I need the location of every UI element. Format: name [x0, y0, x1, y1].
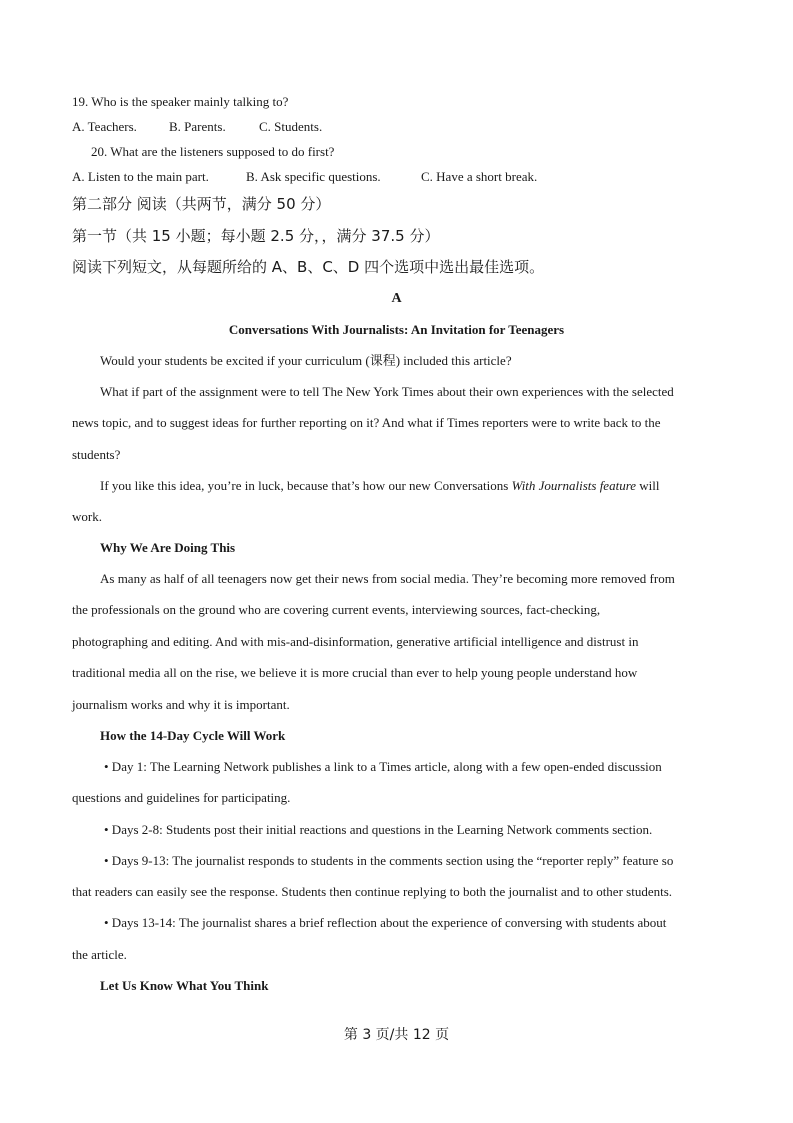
bullet-days-13-14: • Days 13-14: The journalist shares a brief reflection about the experience of conversing with students about	[104, 915, 667, 930]
question-20-stem: 20. What are the listeners supposed to do first?	[91, 144, 335, 159]
paragraph-line: work.	[72, 509, 102, 524]
passage-title: Conversations With Journalists: An Invitation for Teenagers	[228, 322, 565, 337]
option-c: C. Have a short break.	[421, 169, 538, 184]
option-a: A. Listen to the main part.	[72, 169, 209, 184]
paragraph-line: photographing and editing. And with mis-and-disinformation, generative artificial intelligence and distrust in	[72, 634, 639, 649]
bullet-day-1: • Day 1: The Learning Network publishes a link to a Times article, along with a few open-ended discussion	[104, 759, 662, 774]
option-b: B. Ask specific questions.	[246, 169, 381, 184]
paragraph-line: news topic, and to suggest ideas for further reporting on it? And what if Times reporters were to write back to the	[72, 415, 661, 430]
paragraph-line: journalism works and why it is important.	[72, 697, 290, 712]
question-19-stem: 19. Who is the speaker mainly talking to?	[72, 94, 289, 109]
paragraph-line: the professionals on the ground who are covering current events, interviewing sources, fact-checking,	[72, 602, 601, 617]
paragraph-line: What if part of the assignment were to tell The New York Times about their own experiences with the selected	[100, 384, 674, 399]
section-subtitle: 第一节（共 15 小题；每小题 2.5 分，，满分 37.5 分）	[72, 227, 440, 245]
heading-why: Why We Are Doing This	[100, 540, 236, 555]
paragraph-line: the article.	[72, 947, 127, 962]
option-c: C. Students.	[259, 119, 323, 134]
paragraph-line: If you like this idea, you’re in luck, because that’s how our new Conversations With Journalists feature will	[100, 478, 660, 493]
question-19-options	[72, 119, 322, 135]
heading-cycle: How the 14-Day Cycle Will Work	[100, 728, 286, 743]
heading-feedback: Let Us Know What You Think	[100, 978, 269, 993]
passage-letter: A	[391, 291, 402, 306]
italic-feature-name: With Journalists feature	[511, 478, 637, 493]
paragraph-line: As many as half of all teenagers now get their news from social media. They’re becoming more removed from	[100, 571, 675, 586]
option-b: B. Parents.	[169, 119, 226, 134]
option-a: A. Teachers.	[72, 119, 137, 134]
paragraph-line: students?	[72, 447, 121, 462]
paragraph-line: Would your students be excited if your curriculum (课程) included this article?	[100, 353, 512, 368]
paragraph-line: questions and guidelines for participating.	[72, 790, 291, 805]
part-title: 第二部分 阅读（共两节，满分 50 分）	[72, 195, 331, 213]
paragraph-line: that readers can easily see the response. Students then continue replying to both the journalist and to other students.	[72, 884, 673, 899]
paragraph-line: traditional media all on the rise, we believe it is more crucial than ever to help young people understand how	[72, 665, 638, 680]
reading-instruction: 阅读下列短文，从每题所给的 A、B、C、D 四个选项中选出最佳选项。	[72, 258, 545, 276]
bullet-days-9-13: • Days 9-13: The journalist responds to students in the comments section using the “reporter reply” feature so	[104, 853, 674, 868]
page-number: 第 3 页/共 12 页	[343, 1027, 450, 1043]
bullet-days-2-8: • Days 2-8: Students post their initial reactions and questions in the Learning Network comments section.	[104, 822, 653, 837]
question-20-options	[72, 169, 537, 185]
